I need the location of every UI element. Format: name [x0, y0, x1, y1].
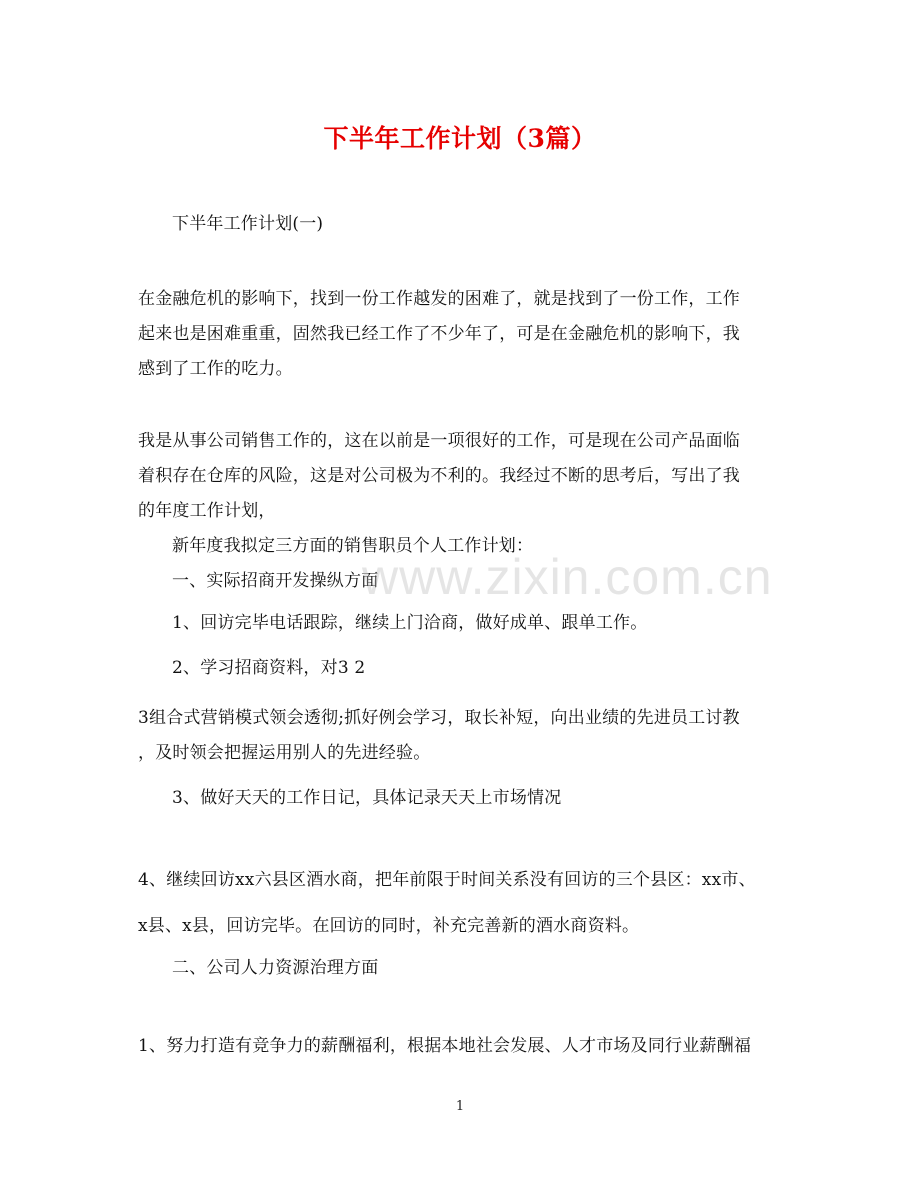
paragraph-2-line-3: 的年度工作计划，	[138, 501, 276, 521]
list-item-1: 1、回访完毕电话跟踪，继续上门洽商，做好成单、跟单工作。	[172, 613, 648, 633]
list-item-2: 2、学习招商资料，对3 2	[172, 658, 366, 678]
section-2-heading: 二、公司人力资源治理方面	[172, 958, 379, 978]
document-subtitle: 下半年工作计划(一)	[172, 214, 324, 234]
paragraph-2-line-2: 着积存在仓库的风险，这是对公司极为不利的。我经过不断的思考后，写出了我	[138, 466, 740, 486]
list-item-5: 1、努力打造有竞争力的薪酬福利，根据本地社会发展、人才市场及同行业薪酬福	[138, 1036, 752, 1056]
list-item-2-continuation-line-2: ，及时领会把握运用别人的先进经验。	[138, 743, 431, 763]
page-number: 1	[455, 1099, 465, 1114]
list-item-2-continuation-line-1: 3组合式营销模式领会透彻;抓好例会学习，取长补短，向出业绩的先进员工讨教	[138, 708, 740, 728]
list-item-3: 3、做好天天的工作日记，具体记录天天上市场情况	[172, 788, 562, 808]
paragraph-3: 新年度我拟定三方面的销售职员个人工作计划：	[172, 536, 534, 556]
list-item-4-line-2: x县、x县，回访完毕。在回访的同时，补充完善新的酒水商资料。	[138, 916, 640, 936]
watermark: www.zixin.com.cn	[362, 549, 773, 605]
paragraph-1-line-2: 起来也是困难重重，固然我已经工作了不少年了，可是在金融危机的影响下，我	[138, 324, 740, 344]
paragraph-1-line-1: 在金融危机的影响下，找到一份工作越发的困难了，就是找到了一份工作，工作	[138, 289, 740, 309]
paragraph-2-line-1: 我是从事公司销售工作的，这在以前是一项很好的工作，可是现在公司产品面临	[138, 431, 740, 451]
document-title: 下半年工作计划（3篇）	[323, 124, 597, 153]
section-1-heading: 一、实际招商开发操纵方面	[172, 571, 379, 591]
list-item-4-line-1: 4、继续回访xx六县区酒水商，把年前限于时间关系没有回访的三个县区：xx市、	[138, 870, 756, 890]
paragraph-1-line-3: 感到了工作的吃力。	[138, 359, 293, 379]
